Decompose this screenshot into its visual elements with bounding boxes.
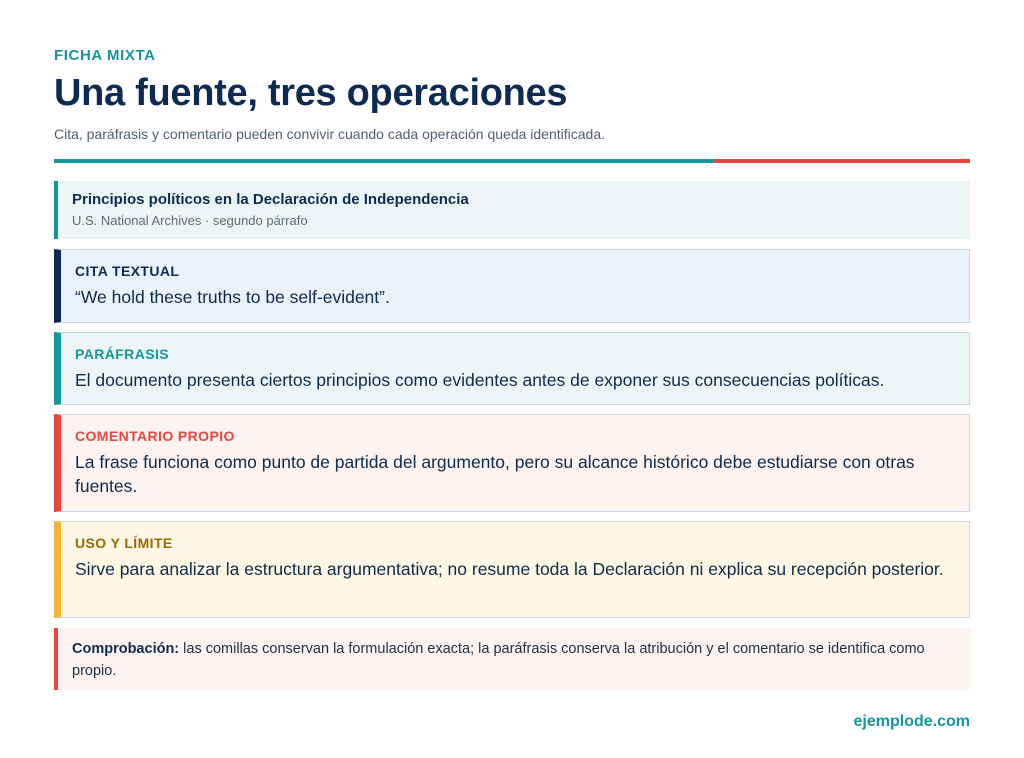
page-title: Una fuente, tres operaciones	[54, 72, 568, 114]
card-label: COMENTARIO PROPIO	[75, 428, 235, 444]
check-label: Comprobación:	[72, 641, 180, 657]
source-meta: U.S. National Archives · segundo párrafo	[72, 213, 308, 228]
card-label: CITA TEXTUAL	[75, 263, 180, 279]
card-comentario-propio	[54, 414, 970, 512]
check-text: las comillas conservan la formulación exacta; la paráfrasis conserva la atribución y el comentario se identifica como propio.	[72, 641, 925, 679]
divider-teal-segment	[54, 159, 714, 163]
source-box	[54, 181, 970, 239]
eyebrow-label: FICHA MIXTA	[54, 47, 156, 64]
card-text: El documento presenta ciertos principios como evidentes antes de exponer sus consecuencias políticas.	[75, 370, 885, 390]
divider-red-segment	[714, 159, 970, 163]
card-text: Sirve para analizar la estructura argumentativa; no resume toda la Declaración ni explica su recepción posterior.	[75, 559, 944, 579]
card-label: USO Y LÍMITE	[75, 535, 173, 551]
source-title: Principios políticos en la Declaración de Independencia	[72, 191, 469, 208]
brand-footer: ejemplode.com	[853, 713, 970, 730]
header-divider	[54, 159, 970, 163]
card-text: La frase funciona como punto de partida del argumento, pero su alcance histórico debe estudiarse con otras fuentes.	[75, 452, 915, 496]
card-label: PARÁFRASIS	[75, 346, 169, 362]
card-uso-y-limite	[54, 521, 970, 618]
check-note	[54, 628, 970, 690]
card-text: “We hold these truths to be self-evident”.	[75, 287, 390, 307]
page-subtitle: Cita, paráfrasis y comentario pueden convivir cuando cada operación queda identificada.	[54, 126, 606, 142]
card-parafrasis	[54, 332, 970, 405]
card-cita-textual	[54, 249, 970, 323]
